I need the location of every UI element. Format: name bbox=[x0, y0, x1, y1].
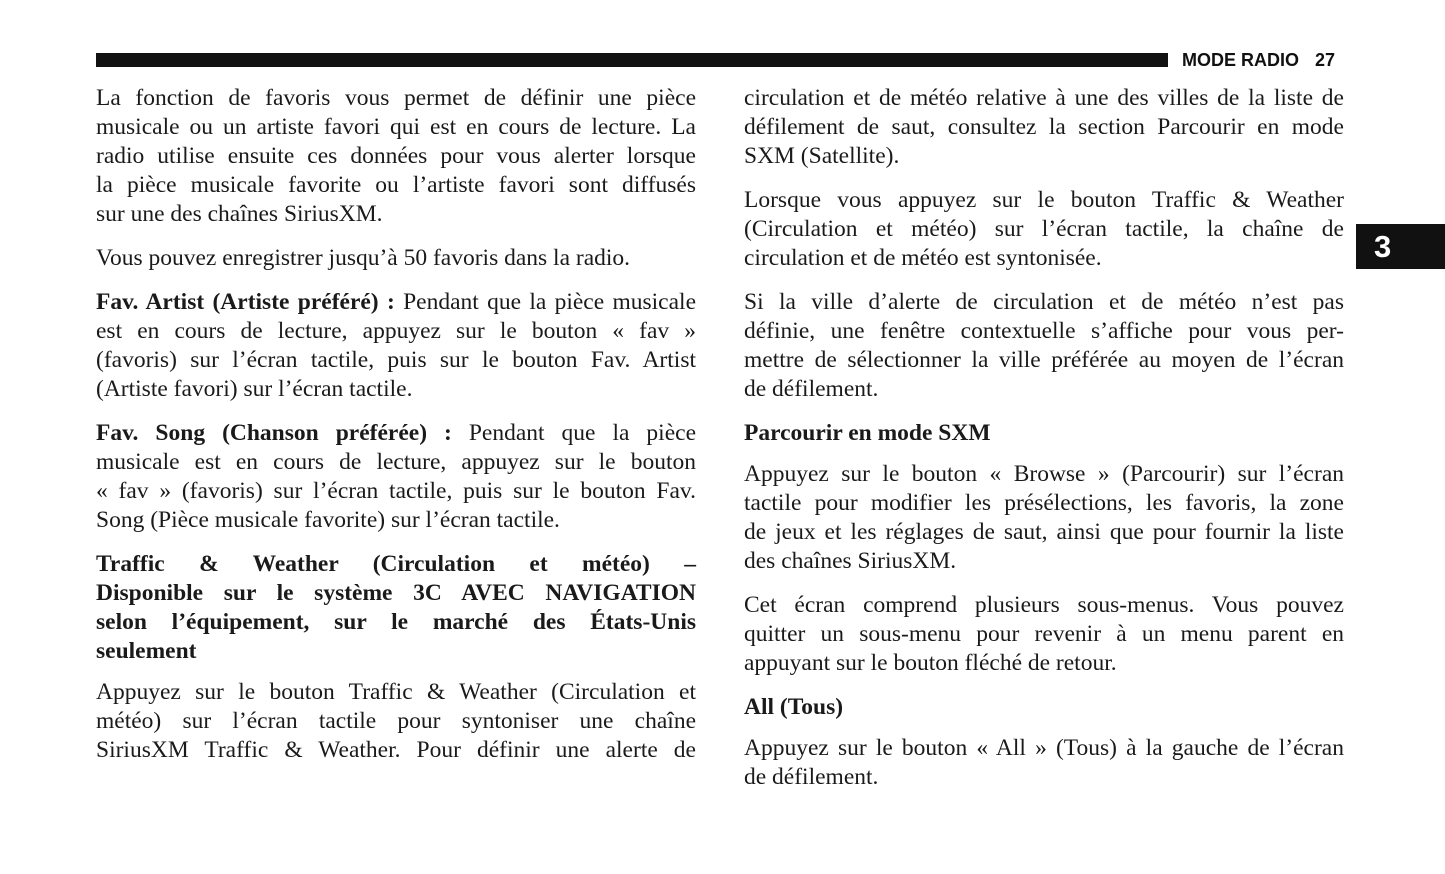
body-text: météo) sur l’écran tactile pour syntoniser une chaîne bbox=[96, 708, 696, 734]
text-line bbox=[96, 375, 696, 404]
text-line bbox=[744, 693, 1344, 722]
text-line bbox=[96, 142, 696, 171]
body-text: des chaînes SiriusXM. bbox=[744, 548, 957, 574]
text-line bbox=[744, 288, 1344, 317]
text-line bbox=[96, 200, 696, 229]
body-text: circulation et de météo est syntonisée. bbox=[744, 245, 1102, 271]
body-text: mettre de sélectionner la ville préférée au moyen de l’écran bbox=[744, 347, 1344, 373]
body-text: SiriusXM Traffic & Weather. Pour définir une alerte de bbox=[96, 737, 696, 763]
text-line bbox=[96, 288, 696, 317]
body-text: est en cours de lecture, appuyez sur le bouton « fav » bbox=[96, 318, 696, 344]
body-text: Song (Pièce musicale favorite) sur l’écran tactile. bbox=[96, 507, 560, 533]
text-line bbox=[96, 84, 696, 113]
section-heading bbox=[96, 550, 696, 666]
text-line bbox=[96, 317, 696, 346]
body-text: tactile pour modifier les présélections, les favoris, la zone bbox=[744, 490, 1344, 516]
text-line bbox=[96, 346, 696, 375]
text-line bbox=[744, 84, 1344, 113]
paragraph bbox=[96, 84, 696, 229]
text-line bbox=[744, 620, 1344, 649]
text-line bbox=[96, 244, 696, 273]
bold-text: selon l’équipement, sur le marché des États-Unis bbox=[96, 609, 696, 635]
body-text: radio utilise ensuite ces données pour vous alerter lorsque bbox=[96, 143, 696, 169]
paragraph bbox=[744, 186, 1344, 273]
body-text: SXM (Satellite). bbox=[744, 143, 900, 169]
text-line bbox=[96, 477, 696, 506]
bold-text: All (Tous) bbox=[744, 694, 844, 720]
text-line bbox=[96, 637, 696, 666]
body-text: de jeux et les réglages de saut, ainsi que pour fournir la liste bbox=[744, 519, 1344, 545]
body-text: sur une des chaînes SiriusXM. bbox=[96, 201, 383, 227]
body-text: la pièce musicale favorite ou l’artiste favori sont diffusés bbox=[96, 172, 696, 198]
text-line bbox=[96, 550, 696, 579]
body-text: Appuyez sur le bouton « All » (Tous) à la gauche de l’écran bbox=[744, 735, 1344, 761]
body-text: musicale est en cours de lecture, appuyez sur le bouton bbox=[96, 449, 696, 475]
text-line bbox=[744, 113, 1344, 142]
text-line bbox=[744, 649, 1344, 678]
bold-text: Fav. Artist (Artiste préféré) : bbox=[96, 289, 395, 315]
text-line bbox=[744, 142, 1344, 171]
text-line bbox=[96, 608, 696, 637]
text-line bbox=[96, 113, 696, 142]
right-column bbox=[744, 84, 1344, 807]
bold-text: seulement bbox=[96, 638, 197, 664]
chapter-tab: 3 bbox=[1356, 224, 1445, 269]
text-line bbox=[744, 734, 1344, 763]
body-text: de défilement. bbox=[744, 764, 879, 790]
body-text: (Artiste favori) sur l’écran tactile. bbox=[96, 376, 413, 402]
page-number: 27 bbox=[1315, 50, 1336, 70]
body-text: Pendant que la pièce bbox=[451, 420, 696, 446]
text-line bbox=[96, 506, 696, 535]
body-text: Vous pouvez enregistrer jusqu’à 50 favoris dans la radio. bbox=[96, 245, 631, 271]
body-text: appuyant sur le bouton fléché de retour. bbox=[744, 650, 1117, 676]
text-line bbox=[744, 375, 1344, 404]
section-title: MODE RADIO bbox=[1182, 50, 1299, 70]
paragraph bbox=[744, 460, 1344, 576]
text-line bbox=[96, 579, 696, 608]
paragraph bbox=[96, 288, 696, 404]
body-text: défilement de saut, consultez la section Parcourir en mode bbox=[744, 114, 1344, 140]
paragraph bbox=[744, 84, 1344, 171]
text-line bbox=[744, 763, 1344, 792]
left-column bbox=[96, 84, 696, 780]
text-line bbox=[744, 317, 1344, 346]
text-line bbox=[96, 707, 696, 736]
paragraph bbox=[744, 591, 1344, 678]
body-text: « fav » (favoris) sur l’écran tactile, puis sur le bouton Fav. bbox=[96, 478, 696, 504]
section-heading bbox=[744, 419, 1344, 448]
text-line bbox=[744, 215, 1344, 244]
paragraph bbox=[96, 244, 696, 273]
body-text: Pendant que la pièce musicale bbox=[394, 289, 697, 315]
body-text: quitter un sous-menu pour revenir à un menu parent en bbox=[744, 621, 1344, 647]
text-line bbox=[744, 547, 1344, 576]
text-line bbox=[744, 518, 1344, 547]
body-text: Lorsque vous appuyez sur le bouton Traffic & Weather bbox=[744, 187, 1344, 213]
text-line bbox=[744, 244, 1344, 273]
text-line bbox=[744, 460, 1344, 489]
paragraph bbox=[96, 419, 696, 535]
body-text: Cet écran comprend plusieurs sous-menus. Vous pouvez bbox=[744, 592, 1344, 618]
text-line bbox=[744, 489, 1344, 518]
text-line bbox=[96, 736, 696, 765]
body-text: (Circulation et météo) sur l’écran tactile, la chaîne de bbox=[744, 216, 1344, 242]
paragraph bbox=[744, 734, 1344, 792]
text-line bbox=[744, 591, 1344, 620]
bold-text: Fav. Song (Chanson préférée) : bbox=[96, 420, 452, 446]
body-text: (favoris) sur l’écran tactile, puis sur le bouton Fav. Artist bbox=[96, 347, 696, 373]
paragraph bbox=[96, 678, 696, 765]
text-line bbox=[96, 419, 696, 448]
header-rule bbox=[96, 53, 1168, 67]
body-text: de défilement. bbox=[744, 376, 879, 402]
text-line bbox=[744, 346, 1344, 375]
body-text: musicale ou un artiste favori qui est en cours de lecture. La bbox=[96, 114, 696, 140]
body-text: définie, une fenêtre contextuelle s’affiche pour vous per- bbox=[744, 318, 1344, 344]
paragraph bbox=[744, 288, 1344, 404]
text-line bbox=[744, 186, 1344, 215]
bold-text: Disponible sur le système 3C AVEC NAVIGATION bbox=[96, 580, 696, 606]
text-line bbox=[744, 419, 1344, 448]
running-header bbox=[1182, 50, 1335, 71]
text-line bbox=[96, 448, 696, 477]
body-text: circulation et de météo relative à une des villes de la liste de bbox=[744, 85, 1344, 111]
text-line bbox=[96, 678, 696, 707]
body-text: Appuyez sur le bouton Traffic & Weather (Circulation et bbox=[96, 679, 696, 705]
body-text: Si la ville d’alerte de circulation et de météo n’est pas bbox=[744, 289, 1344, 315]
bold-text: Parcourir en mode SXM bbox=[744, 420, 991, 446]
text-line bbox=[96, 171, 696, 200]
body-text: Appuyez sur le bouton « Browse » (Parcourir) sur l’écran bbox=[744, 461, 1344, 487]
section-heading bbox=[744, 693, 1344, 722]
body-text: La fonction de favoris vous permet de définir une pièce bbox=[96, 85, 696, 111]
bold-text: Traffic & Weather (Circulation et météo) – bbox=[96, 551, 696, 577]
